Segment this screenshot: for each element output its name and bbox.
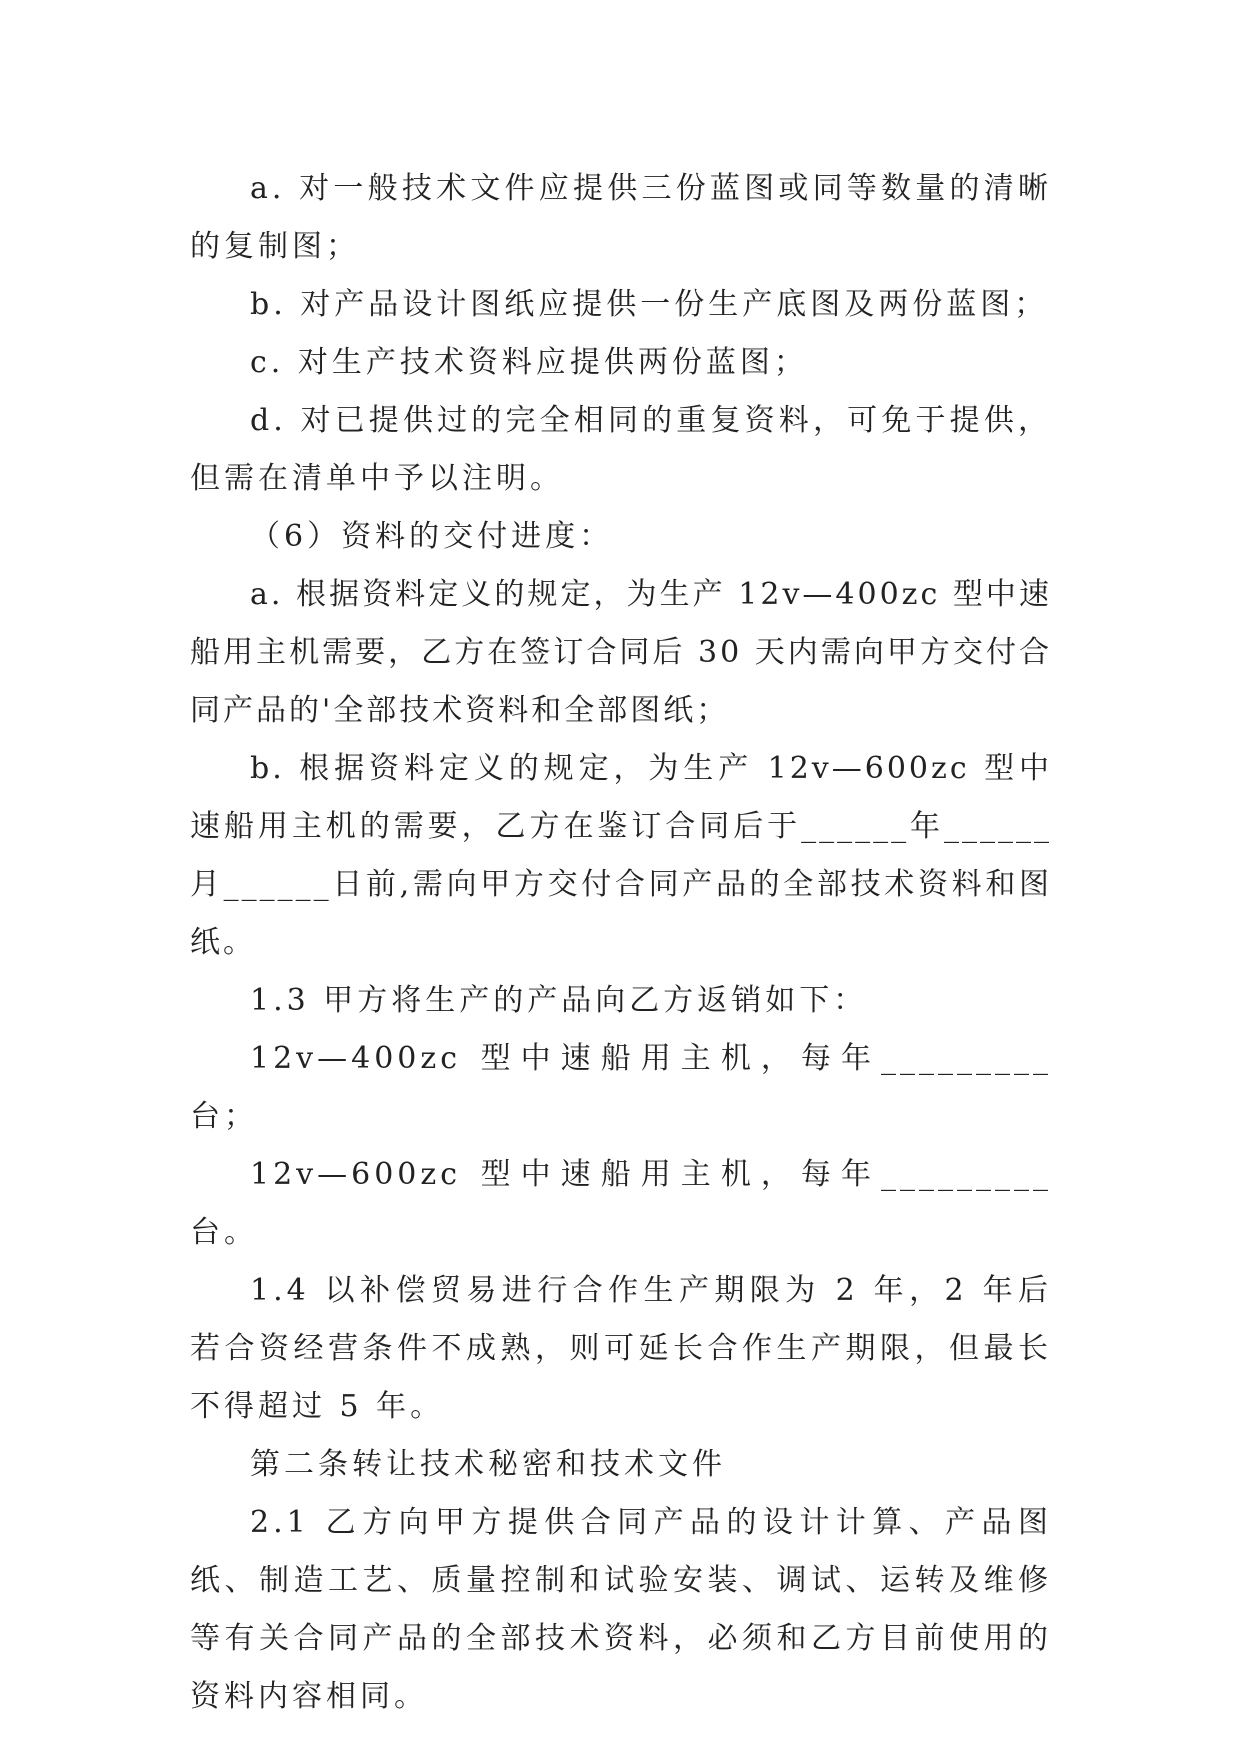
paragraph-buyback-400zc: 12v—400zc 型中速船用主机，每年_________台； <box>190 1041 1052 1134</box>
paragraph-b-delivery-600zc: b. 根据资料定义的规定，为生产 12v—600zc 型中速船用主机的需要，乙方在鉴订合同后于______年______月______日前,需向甲方交付合同产品的全部技术资料和图纸。 <box>190 751 1052 960</box>
paragraph-1-3-buyback: 1.3 甲方将生产的产品向乙方返销如下： <box>250 983 868 1018</box>
paragraph-buyback-600zc: 12v—600zc 型中速船用主机，每年_________台。 <box>190 1157 1052 1250</box>
paragraph-delivery-schedule-heading: （6）资料的交付进度： <box>250 519 614 554</box>
paragraph-d-duplicate-data: d. 对已提供过的完全相同的重复资料，可免于提供，但需在清单中予以注明。 <box>190 403 1052 496</box>
paragraph-b-design-drawings: b. 对产品设计图纸应提供一份生产底图及两份蓝图； <box>250 287 1049 322</box>
paragraph-a-delivery-400zc: a. 根据资料定义的规定，为生产 12v—400zc 型中速船用主机需要，乙方在签订合同后 30 天内需向甲方交付合同产品的'全部技术资料和全部图纸； <box>190 577 1052 728</box>
paragraph-c-production-data: c. 对生产技术资料应提供两份蓝图； <box>250 345 808 380</box>
section-heading-article-two: 第二条转让技术秘密和技术文件 <box>250 1447 726 1482</box>
paragraph-a-general-docs: a. 对一般技术文件应提供三份蓝图或同等数量的清晰的复制图； <box>190 171 1052 264</box>
paragraph-1-4-cooperation-period: 1.4 以补偿贸易进行合作生产期限为 2 年，2 年后若合资经营条件不成熟，则可延长合作生产期限，但最长不得超过 5 年。 <box>190 1273 1052 1424</box>
document-body <box>190 160 1052 1726</box>
paragraph-2-1-technical-data: 2.1 乙方向甲方提供合同产品的设计计算、产品图纸、制造工艺、质量控制和试验安装、调试、运转及维修等有关合同产品的全部技术资料，必须和乙方目前使用的资料内容相同。 <box>190 1505 1052 1714</box>
